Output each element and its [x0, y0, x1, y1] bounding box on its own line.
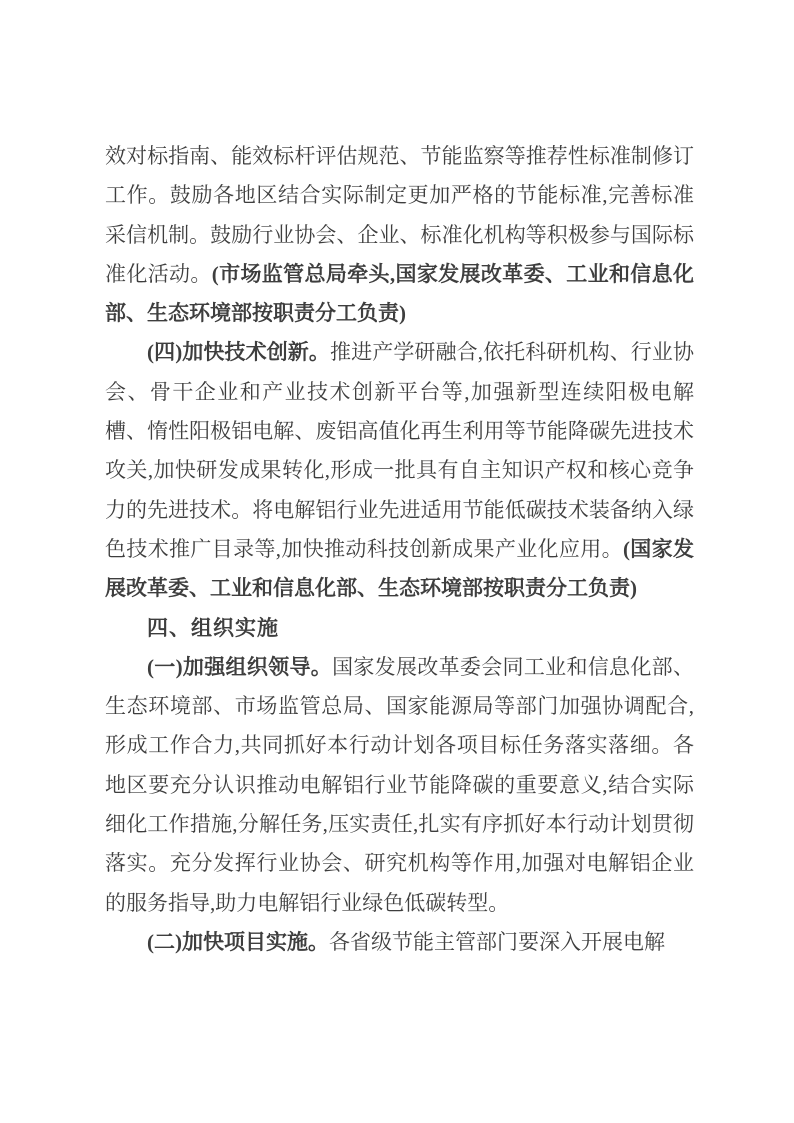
- emphasis-text-segment: (国家发展改革委、工业和信息化部、生态环境部按职责分工负责): [105, 536, 694, 601]
- emphasis-text-segment: (市场监管总局牵头,国家发展改革委、工业和信息化部、生态环境部按职责分工负责): [105, 261, 695, 326]
- para-org-leadership: [105, 648, 694, 923]
- document-body: [105, 137, 694, 962]
- section-heading-text: 四、组织实施: [147, 616, 279, 640]
- body-text-segment: 效对标指南、能效标杆评估规范、节能监察等推荐性标准制修订工作。鼓励各地区结合实际制定更加严格的节能标准,完善标准采信机制。鼓励行业协会、企业、标准化机构等积极参与国际标准化活动。: [105, 144, 694, 286]
- body-text-segment: 国家发展改革委会同工业和信息化部、生态环境部、市场监管总局、国家能源局等部门加强协调配合,形成工作合力,共同抓好本行动计划各项目标任务落实落细。各地区要充分认识推动电解铝行业节能降碳的重要意义,结合实际细化工作措施,分解任务,压实责任,扎实有序抓好本行动计划贯彻落实。充分发挥行业协会、研究机构等作用,加强对电解铝企业的服务指导,助力电解铝行业绿色低碳转型。: [105, 654, 694, 915]
- para-standards-continuation: [105, 137, 694, 333]
- body-text-segment: 推进产学研融合,依托科研机构、行业协会、骨干企业和产业技术创新平台等,加强新型连续阳极电解槽、惰性阳极铝电解、废铝高值化再生利用等节能降碳先进技术攻关,加快研发成果转化,形成一批具有自主知识产权和核心竞争力的先进技术。将电解铝行业先进适用节能低碳技术装备纳入绿色技术推广目录等,加快推动科技创新成果产业化应用。: [105, 340, 694, 561]
- para-project-implementation: [105, 923, 694, 962]
- emphasis-text-segment: (二)加快项目实施。: [147, 929, 329, 954]
- para-tech-innovation: [105, 333, 694, 608]
- emphasis-text-segment: (四)加快技术创新。: [147, 340, 331, 365]
- section-heading-organization: [105, 609, 694, 648]
- body-text-segment: 各省级节能主管部门要深入开展电解: [329, 929, 665, 954]
- emphasis-text-segment: (一)加强组织领导。: [147, 654, 333, 679]
